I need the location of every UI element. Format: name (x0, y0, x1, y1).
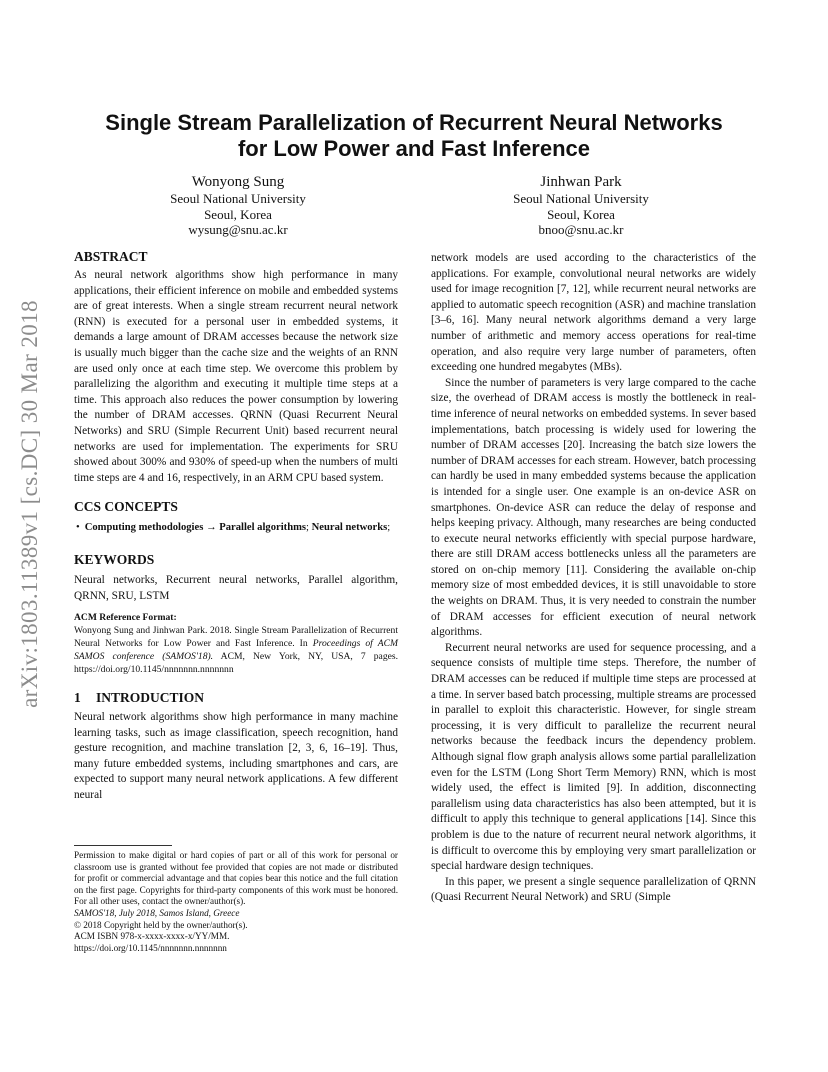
abstract-text: As neural network algorithms show high performance in many applications, their efficient inference on mobile and embedded systems are of great interests. When a single stream recurrent neural network (RNN) is executed for a personal user in embedded systems, it demands a large amount of DRAM accesses because the network size is usually much bigger than the cache size and the weights of an RNN are used only once at each time step. We overcome this problem by parallelizing the algorithm and executing it multiple time steps at a time. This approach also reduces the power consumption by lowering the number of DRAM accesses. QRNN (Quasi Recurrent Neural Networks) and SRU (Simple Recurrent Unit) based recurrent neural networks are used for implementation. The experiments for SRU showed about 300% and 930% of speed-up when the numbers of multi time steps are 4 and 16, respectively, in an ARM CPU based system. (74, 269, 398, 484)
left-column (74, 249, 398, 804)
acm-reference-venue: Proceedings of ACM SAMOS conference (SAMOS'18). (74, 638, 398, 663)
author-block-1 (88, 173, 388, 238)
ccs-concepts-heading: CCS CONCEPTS (74, 499, 178, 515)
right-paragraph-2: Since the number of parameters is very large compared to the cache size, the overhead of DRAM access is mostly the bottleneck in real-time inference of neural networks on embedded systems. In sever based implementations, batch processing is widely used for lowering the number of DRAM accesses [20]. Increasing the batch size lowers the number of DRAM accesses for each stream. However, batch processing can hardly be used in many embedded systems because the application is intended for a single user. One example is an on-device ASR on smartphones. On-device ASR can reduce the delay of response and helps keeping privacy. Although, many researches are being conducted to execute neural networks efficiently with special purpose hardware, there are still DRAM access bottlenecks unless all the parameters are stored on on-chip memory [11]. Considering the available on-chip memory size of most embedded devices, it is still unavoidable to store the weights on DRAM. Thus, it is very needed to constrain the number of DRAM accesses for efficient execution of neural network algorithms. (431, 376, 756, 639)
right-paragraph-4: In this paper, we present a single sequence parallelization of QRNN (Quasi Recurrent Neural Network) and SRU (Simple (431, 875, 756, 904)
ccs-concepts-text (74, 520, 398, 536)
keywords-heading: KEYWORDS (74, 551, 155, 567)
permission-footnote (74, 850, 398, 954)
arxiv-stamp-text: arXiv:1803.11389v1 [cs.DC] 30 Mar 2018 (17, 300, 43, 708)
right-column (431, 251, 756, 906)
abstract-heading: ABSTRACT (74, 249, 148, 264)
author-email: bnoo@snu.ac.kr (538, 222, 624, 237)
ccs-end: ; (387, 522, 391, 534)
arxiv-identifier-stamp (12, 284, 48, 724)
acm-reference-part1: Wonyong Sung and Jinhwan Park. 2018. Single Stream Parallelization of Recurrent Neural Networks for Low Power and Fast Inference. In (74, 625, 398, 650)
section-title: INTRODUCTION (96, 690, 205, 706)
acm-reference-heading: ACM Reference Format: (74, 612, 177, 624)
author-location: Seoul, Korea (547, 206, 615, 222)
doi-line: https://doi.org/10.1145/nnnnnnn.nnnnnnn (74, 942, 227, 953)
author-name: Jinhwan Park (540, 174, 622, 190)
author-location: Seoul, Korea (204, 206, 272, 222)
isbn-line: ACM ISBN 978-x-xxxx-xxxx-x/YY/MM. (74, 931, 230, 942)
introduction-heading (74, 690, 398, 706)
conference-line: SAMOS'18, July 2018, Samos Island, Greece (74, 907, 240, 918)
introduction-paragraph-1: Neural network algorithms show high performance in many machine learning tasks, such as image classification, speech recognition, hand gesture recognition, and machine translation [2, 3, 6, 16–19]. Thus, many future embedded systems, including smartphones and cars, are expected to support many neural network applications. A few different neural (74, 711, 398, 802)
author-block-2 (431, 173, 731, 238)
paper-title-line-2: for Low Power and Fast Inference (237, 136, 591, 161)
right-paragraph-1: network models are used according to the characteristics of the applications. For example, convolutional neural networks are widely used for image recognition [7, 12], while recurrent neural networks are applied to automatic speech recognition (ASR) and machine translation [3–6, 16]. Many neural network algorithms demand a very large number of arithmetic and memory access operations for real-time operation, and also require very large number of parameters, often exceeding one hundred megabytes (MBs). (431, 252, 756, 374)
author-email: wysung@snu.ac.kr (188, 222, 288, 237)
bullet-icon: • (76, 522, 80, 534)
paper-title-line-1: Single Stream Parallelization of Recurrent Neural Networks (105, 110, 723, 135)
author-name: Wonyong Sung (191, 174, 285, 190)
arrow-icon: → (205, 522, 217, 534)
acm-reference-part2: ACM, New York, NY, USA, 7 pages. https://doi.org/10.1145/nnnnnnn.nnnnnnn (74, 651, 399, 676)
acm-reference-text (74, 624, 398, 676)
ccs-item-neural: Neural networks (311, 522, 388, 534)
right-paragraph-3: Recurrent neural networks are used for sequence processing, and a sequence consists of multiple time steps. Therefore, the number of DRAM accesses can be reduced if multiple time steps are processed at a time. In server based batch processing, multiple streams are processed in parallel to exploit this characteristic. However, for single stream processing, it is very difficult to parallelize the recurrent neural networks because the feedback incurs the dependency problem. Although signal flow graph analysis allows some partial parallelization even for the LSTM (Long Short Term Memory) RNN, which is most widely used, the effect is limited [9]. In addition, disconnecting parallelism using data characteristics has also been attempted, but it is difficult to apply this technique to general applications [14]. Since this problem is due to the nature of recurrent neural network algorithms, it is difficult to overcome this by employing very smart parallelization or special hardware design techniques. (431, 641, 756, 873)
section-number: 1 (74, 690, 81, 706)
ccs-separator: ; (306, 522, 309, 534)
footnote-divider (74, 845, 172, 846)
author-affiliation: Seoul National University (170, 191, 306, 206)
ccs-item-parallel: Parallel algorithms (219, 522, 307, 534)
keywords-text: Neural networks, Recurrent neural networks, Parallel algorithm, QRNN, SRU, LSTM (74, 573, 398, 602)
copyright-line: © 2018 Copyright held by the owner/author(s). (74, 919, 248, 930)
author-affiliation: Seoul National University (513, 191, 649, 206)
permission-text: Permission to make digital or hard copies of part or all of this work for personal or classroom use is granted without fee provided that copies are not made or distributed for profit or commercial advantage and that copies bear this notice and the full citation on the first page. Copyrights for third-party components of this work must be honored. For all other uses, contact the owner/author(s). (74, 850, 398, 907)
ccs-item-computing: Computing methodologies (84, 522, 204, 534)
